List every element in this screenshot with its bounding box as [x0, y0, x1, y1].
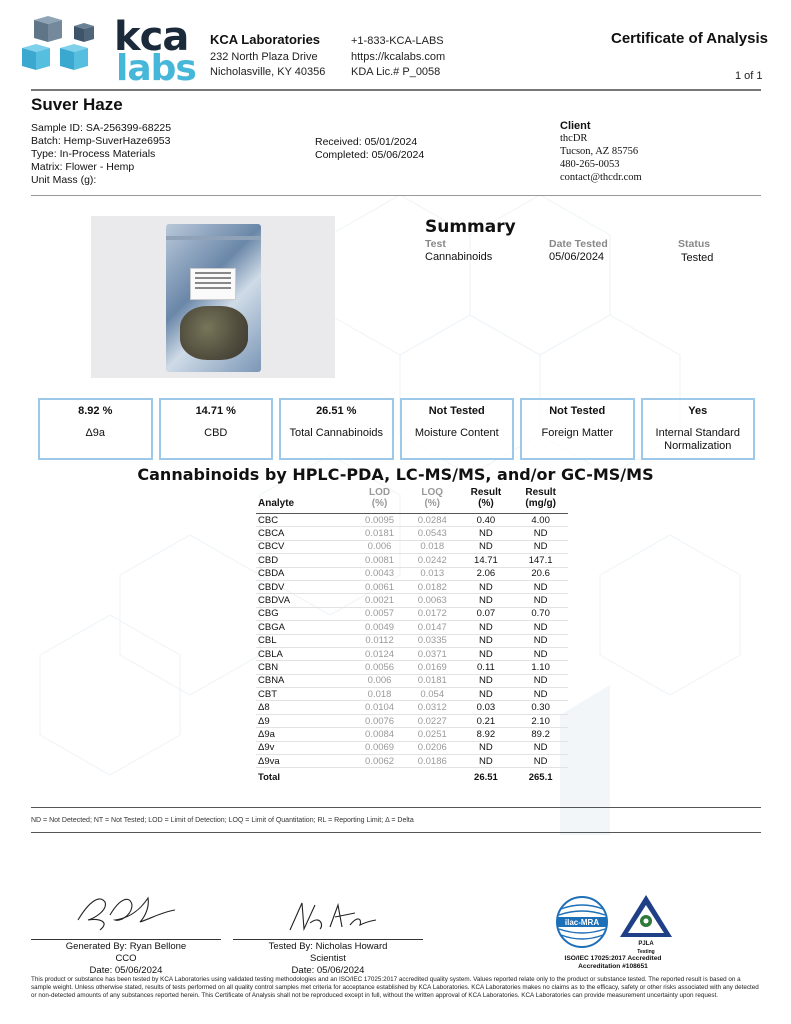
- loq-cell: 0.018: [406, 540, 459, 553]
- table-row: [256, 621, 568, 634]
- table-row: [256, 728, 568, 741]
- total-empty: [353, 768, 406, 786]
- total-pct: 26.51: [474, 771, 498, 783]
- result-pct-cell: ND: [459, 741, 514, 754]
- lod-cell: 0.0043: [353, 567, 406, 580]
- result-mg-cell: 20.6: [513, 567, 568, 580]
- analyte-cell: Δ9: [256, 714, 353, 727]
- analyte-cell: CBT: [256, 688, 353, 701]
- signature-ryan-bellone: [70, 890, 180, 935]
- result-mg-cell: ND: [513, 621, 568, 634]
- cubes-logo-icon: [20, 16, 106, 84]
- product-photo: [91, 216, 335, 378]
- lab-name: KCA Laboratories: [210, 32, 321, 47]
- analyte-cell: CBL: [256, 634, 353, 647]
- result-pct-cell: 0.11: [459, 661, 514, 674]
- lod-cell: 0.0124: [353, 647, 406, 660]
- sample-matrix: Matrix: Flower - Hemp: [31, 161, 135, 173]
- results-table: [256, 487, 568, 786]
- loq-cell: 0.0312: [406, 701, 459, 714]
- header-result-mg: Result (mg/g): [513, 487, 568, 514]
- analyte-cell: CBCA: [256, 527, 353, 540]
- summary-date: 05/06/2024: [549, 251, 605, 263]
- lod-cell: 0.0049: [353, 621, 406, 634]
- client-heading: Client: [560, 120, 591, 132]
- result-mg-cell: 0.70: [513, 607, 568, 620]
- analyte-cell: CBDA: [256, 567, 353, 580]
- loq-cell: 0.0181: [406, 674, 459, 687]
- result-pct-cell: ND: [459, 621, 514, 634]
- result-pct-cell: ND: [459, 688, 514, 701]
- loq-cell: 0.0063: [406, 594, 459, 607]
- lod-cell: 0.0069: [353, 741, 406, 754]
- table-row: [256, 741, 568, 754]
- loq-cell: 0.0186: [406, 755, 459, 768]
- accreditation-text: [548, 955, 678, 971]
- lod-cell: 0.0084: [353, 728, 406, 741]
- sample-id: Sample ID: SA-256399-68225: [31, 122, 172, 134]
- client-city: Tucson, AZ 85756: [560, 146, 639, 157]
- table-row: [256, 607, 568, 620]
- table-row: [256, 647, 568, 660]
- loq-cell: 0.0206: [406, 741, 459, 754]
- tested-by-title: Scientist: [310, 953, 346, 964]
- highlight-box: [159, 398, 274, 460]
- result-pct-cell: ND: [459, 674, 514, 687]
- table-bottom-divider: [31, 807, 761, 808]
- lab-address-line2: Nicholasville, KY 40356: [210, 66, 326, 78]
- result-mg-cell: ND: [513, 594, 568, 607]
- analyte-cell: CBDV: [256, 580, 353, 593]
- table-row: [256, 580, 568, 593]
- summary-date-heading: Date Tested: [549, 238, 608, 250]
- table-row: [256, 674, 568, 687]
- sample-name: Suver Haze: [31, 95, 123, 114]
- sample-batch: Batch: Hemp-SuverHaze6953: [31, 135, 171, 147]
- lod-cell: 0.0104: [353, 701, 406, 714]
- result-mg-cell: 2.10: [513, 714, 568, 727]
- header-analyte: Analyte: [256, 487, 353, 514]
- total-label: Total: [258, 771, 280, 783]
- info-divider: [31, 195, 761, 196]
- table-row: [256, 714, 568, 727]
- highlight-value: Not Tested: [428, 405, 485, 417]
- highlight-value: Yes: [688, 405, 708, 417]
- footnote-divider: [31, 832, 761, 833]
- highlight-label: Moisture Content: [414, 427, 499, 439]
- table-row: [256, 567, 568, 580]
- ilac-mra-logo: [555, 895, 609, 949]
- tested-by-date: Date: 05/06/2024: [291, 965, 365, 976]
- highlight-label: Δ9a: [85, 427, 106, 439]
- table-row: [256, 554, 568, 567]
- analyte-cell: CBCV: [256, 540, 353, 553]
- completed-date: Completed: 05/06/2024: [315, 149, 425, 161]
- lod-cell: 0.0062: [353, 755, 406, 768]
- table-row: [256, 594, 568, 607]
- analyte-cell: Δ9va: [256, 755, 353, 768]
- total-mg: 265.1: [528, 771, 553, 783]
- table-row: [256, 634, 568, 647]
- client-block: [560, 120, 642, 184]
- highlight-label: Foreign Matter: [541, 427, 614, 439]
- result-pct-cell: 0.21: [459, 714, 514, 727]
- signature-nicholas-howard: [280, 895, 380, 940]
- highlight-label: Internal Standard Normalization: [655, 427, 740, 452]
- disclaimer-text: This product or substance has been tested by KCA Laboratories using validated testing methodologies and an ISO/IEC 17025:2017 accredited quality system. Values reported relate only to the product or substance tested. The reported result is based on a sample weight. Unless otherwise stated, results of tests performed on all quality control samples met criteria for acceptance established by KCA Laboratories. KCA Laboratories makes no claims as to the efficacy, safety or other risks associated with any detected or non-detected amounts of any substances reported herein. This Certificate of Analysis shall not be reproduced except in full, without the written approval of KCA Laboratories. KCA Laboratories can provide measurement uncertainty upon request.: [31, 976, 759, 1000]
- loq-cell: 0.0242: [406, 554, 459, 567]
- lod-cell: 0.006: [353, 674, 406, 687]
- analyte-cell: CBD: [256, 554, 353, 567]
- lod-cell: 0.0021: [353, 594, 406, 607]
- result-mg-cell: ND: [513, 688, 568, 701]
- loq-cell: 0.0251: [406, 728, 459, 741]
- loq-cell: 0.0172: [406, 607, 459, 620]
- kca-logo: [20, 14, 196, 89]
- result-pct-cell: ND: [459, 540, 514, 553]
- loq-cell: 0.0543: [406, 527, 459, 540]
- product-bag-image: [166, 224, 261, 372]
- analyte-cell: CBN: [256, 661, 353, 674]
- signature-line-tested: [233, 939, 423, 940]
- result-pct-cell: ND: [459, 647, 514, 660]
- result-pct-cell: 8.92: [459, 728, 514, 741]
- result-mg-cell: ND: [513, 527, 568, 540]
- signature-line-generated: [31, 939, 221, 940]
- lod-cell: 0.0181: [353, 527, 406, 540]
- result-mg-cell: ND: [513, 580, 568, 593]
- highlight-value: 14.71 %: [195, 405, 236, 417]
- sample-dates: [315, 136, 424, 162]
- result-pct-cell: 0.03: [459, 701, 514, 714]
- analyte-cell: CBLA: [256, 647, 353, 660]
- highlight-label: CBD: [204, 427, 228, 439]
- analyte-cell: CBDVA: [256, 594, 353, 607]
- tested-by-name: Tested By: Nicholas Howard: [268, 941, 388, 952]
- generated-by-title: CCO: [115, 953, 137, 964]
- result-mg-cell: ND: [513, 755, 568, 768]
- result-pct-cell: ND: [459, 594, 514, 607]
- section-title: Cannabinoids by HPLC-PDA, LC-MS/MS, and/or GC-MS/MS: [137, 465, 654, 484]
- page-number: 1 of 1: [735, 70, 763, 82]
- loq-cell: 0.0227: [406, 714, 459, 727]
- result-mg-cell: ND: [513, 540, 568, 553]
- highlight-box: [641, 398, 756, 460]
- analyte-cell: Δ9a: [256, 728, 353, 741]
- lod-cell: 0.0061: [353, 580, 406, 593]
- lab-license: KDA Lic.# P_0058: [351, 66, 441, 78]
- result-pct-cell: 14.71: [459, 554, 514, 567]
- loq-cell: 0.0371: [406, 647, 459, 660]
- header-result-pct: Result (%): [459, 487, 514, 514]
- result-mg-cell: 0.30: [513, 701, 568, 714]
- result-mg-cell: 89.2: [513, 728, 568, 741]
- summary-status-heading: Status: [678, 238, 711, 250]
- lod-cell: 0.006: [353, 540, 406, 553]
- highlight-boxes: [38, 398, 755, 460]
- table-total-row: [256, 768, 568, 786]
- header-loq: LOQ (%): [406, 487, 459, 514]
- table-row: [256, 661, 568, 674]
- lod-cell: 0.0081: [353, 554, 406, 567]
- loq-cell: 0.013: [406, 567, 459, 580]
- loq-cell: 0.0335: [406, 634, 459, 647]
- ilac-text: ilac-MRA: [564, 918, 600, 927]
- result-mg-cell: 147.1: [513, 554, 568, 567]
- summary-status: Tested: [681, 252, 714, 264]
- result-mg-cell: ND: [513, 634, 568, 647]
- pjla-text: PJLA: [638, 941, 654, 947]
- result-mg-cell: 1.10: [513, 661, 568, 674]
- certificate-title: Certificate of Analysis: [611, 30, 768, 47]
- analyte-cell: CBGA: [256, 621, 353, 634]
- generated-by-name: Generated By: Ryan Bellone: [65, 941, 187, 952]
- table-row: [256, 527, 568, 540]
- result-mg-cell: ND: [513, 741, 568, 754]
- client-email: contact@thcdr.com: [560, 172, 642, 183]
- table-row: [256, 514, 568, 527]
- lod-cell: 0.0095: [353, 514, 406, 527]
- lab-phone: +1-833-KCA-LABS: [351, 35, 444, 47]
- table-row: [256, 688, 568, 701]
- result-mg-cell: ND: [513, 674, 568, 687]
- highlight-box: [400, 398, 515, 460]
- client-phone: 480-265-0053: [560, 159, 620, 170]
- table-row: [256, 540, 568, 553]
- loq-cell: 0.0147: [406, 621, 459, 634]
- received-date: Received: 05/01/2024: [315, 136, 418, 148]
- logo-text-labs: labs: [116, 48, 196, 89]
- sample-unit-mass: Unit Mass (g):: [31, 174, 97, 186]
- analyte-cell: CBC: [256, 514, 353, 527]
- loq-cell: 0.0284: [406, 514, 459, 527]
- analyte-cell: Δ8: [256, 701, 353, 714]
- lod-cell: 0.0056: [353, 661, 406, 674]
- loq-cell: 0.0182: [406, 580, 459, 593]
- header-lod: LOD (%): [353, 487, 406, 514]
- result-pct-cell: 0.07: [459, 607, 514, 620]
- lod-cell: 0.018: [353, 688, 406, 701]
- result-pct-cell: 2.06: [459, 567, 514, 580]
- accreditation-line2: Accreditation #108651: [578, 963, 648, 970]
- sample-info: [31, 122, 171, 187]
- result-pct-cell: ND: [459, 634, 514, 647]
- result-pct-cell: ND: [459, 527, 514, 540]
- summary-test-heading: Test: [425, 238, 446, 250]
- abbreviation-footnote: ND = Not Detected; NT = Not Tested; LOD = Limit of Detection; LOQ = Limit of Quantitation; RL = Reporting Limit; Δ = Delta: [31, 817, 414, 824]
- lod-cell: 0.0057: [353, 607, 406, 620]
- generated-by-block: [31, 941, 221, 977]
- result-mg-cell: 4.00: [513, 514, 568, 527]
- table-row: [256, 755, 568, 768]
- highlight-value: Not Tested: [549, 405, 606, 417]
- result-pct-cell: ND: [459, 580, 514, 593]
- analyte-cell: CBNA: [256, 674, 353, 687]
- result-pct-cell: ND: [459, 755, 514, 768]
- lab-website: https://kcalabs.com: [351, 51, 446, 63]
- pjla-logo: [618, 893, 674, 949]
- analyte-cell: Δ9v: [256, 741, 353, 754]
- result-pct-cell: 0.40: [459, 514, 514, 527]
- total-empty: [406, 768, 459, 786]
- highlight-label: Total Cannabinoids: [289, 427, 384, 439]
- highlight-box: [520, 398, 635, 460]
- client-name: thcDR: [560, 133, 588, 144]
- table-header-row: [256, 487, 568, 514]
- loq-cell: 0.054: [406, 688, 459, 701]
- lod-cell: 0.0112: [353, 634, 406, 647]
- summary-test: Cannabinoids: [425, 251, 493, 263]
- loq-cell: 0.0169: [406, 661, 459, 674]
- header-divider: [31, 89, 761, 91]
- analyte-cell: CBG: [256, 607, 353, 620]
- highlight-value: 26.51 %: [316, 405, 357, 417]
- generated-by-date: Date: 05/06/2024: [89, 965, 163, 976]
- tested-by-block: [233, 941, 423, 977]
- lab-address-line1: 232 North Plaza Drive: [210, 51, 318, 63]
- summary-title: Summary: [425, 217, 516, 237]
- result-mg-cell: ND: [513, 647, 568, 660]
- highlight-box: [38, 398, 153, 460]
- highlight-box: [279, 398, 394, 460]
- sample-type: Type: In-Process Materials: [31, 148, 156, 160]
- highlight-value: 8.92 %: [78, 405, 113, 417]
- lod-cell: 0.0076: [353, 714, 406, 727]
- logo-text-kca: kca: [114, 14, 189, 60]
- table-row: [256, 701, 568, 714]
- pjla-sub: Testing: [637, 949, 655, 955]
- accreditation-line1: ISO/IEC 17025:2017 Accredited: [564, 955, 662, 962]
